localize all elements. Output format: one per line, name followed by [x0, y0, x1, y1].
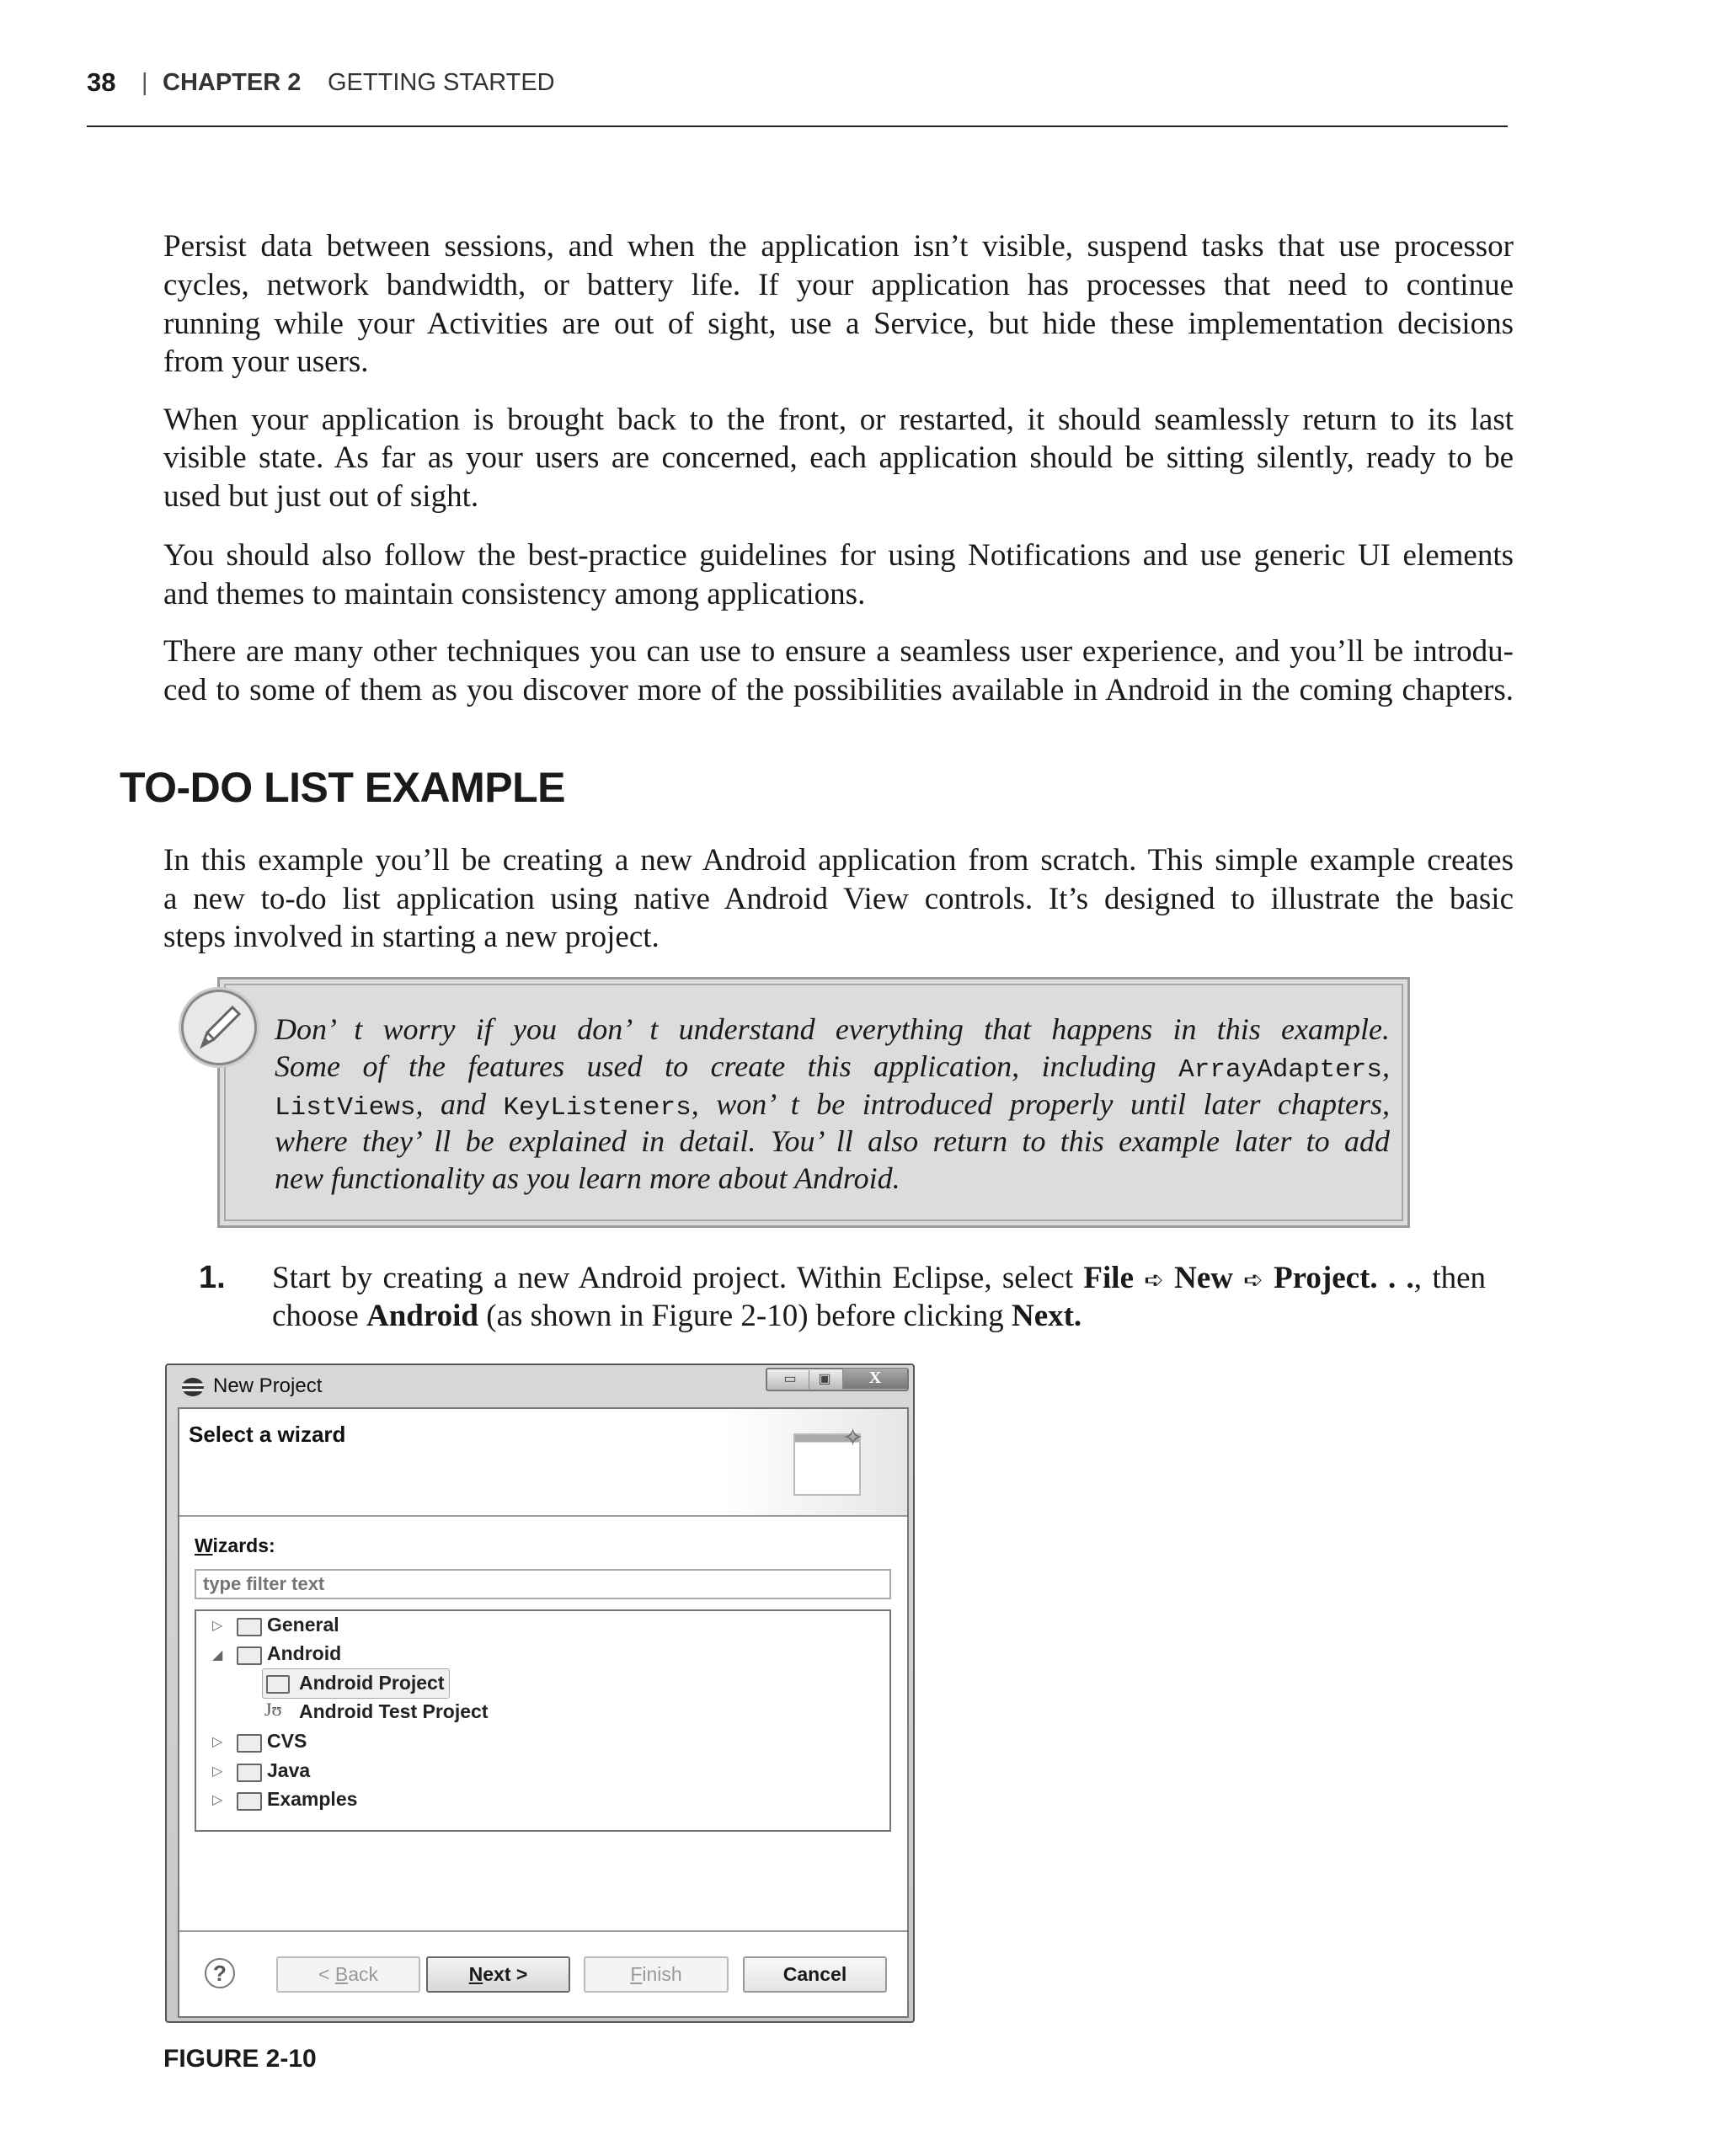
paragraph-line: Persist data between sessions, and when the application isn’t visible, suspend tasks that use processor: [163, 229, 1514, 264]
folder-icon: [237, 1618, 262, 1636]
note-text: ,: [1382, 1049, 1390, 1083]
button-text: ext >: [483, 1963, 528, 1985]
step-text: choose: [272, 1299, 366, 1333]
note-line: where they’ ll be explained in detail. You’ ll also return to this example later to add: [275, 1124, 1390, 1158]
page-number: 38: [87, 67, 116, 97]
button-text: <: [318, 1963, 335, 1985]
help-icon[interactable]: ?: [205, 1958, 235, 1988]
note-line: [275, 1048, 1390, 1085]
code-listviews: ListViews: [275, 1093, 416, 1123]
note-line: Don’ t worry if you don’ t understand everything that happens in this example.: [275, 1012, 1390, 1046]
step-text: , then: [1413, 1261, 1487, 1295]
mnemonic: F: [630, 1963, 643, 1985]
paragraph-line: In this example you’ll be creating a new Android application from scratch. This simple example creates: [163, 843, 1514, 878]
paragraph-line: ced to some of them as you discover more of the possibilities available in Android in the coming chapters.: [163, 673, 1514, 707]
button-text: inish: [642, 1963, 682, 1985]
expand-icon[interactable]: ▷: [212, 1764, 223, 1779]
folder-icon: [237, 1734, 262, 1753]
arrow-icon: ➪: [1144, 1266, 1164, 1294]
chapter-label: CHAPTER 2: [163, 69, 302, 96]
note-text: , won’ t be introduced properly until later chapters,: [691, 1087, 1390, 1121]
note-text: Some of the features used to create this application, including: [275, 1049, 1179, 1083]
note-line: new functionality as you learn more about Android.: [275, 1161, 900, 1195]
close-icon[interactable]: X: [842, 1369, 907, 1389]
mnemonic: W: [195, 1534, 213, 1556]
android-project-icon: [266, 1675, 290, 1694]
tree-item-general[interactable]: General: [267, 1614, 339, 1636]
header-separator: |: [142, 69, 148, 96]
cancel-button[interactable]: Cancel: [743, 1956, 887, 1993]
arrow-icon: ➪: [1243, 1266, 1263, 1294]
step-line: [272, 1259, 1486, 1298]
wizard-header-title: Select a wizard: [189, 1422, 346, 1447]
eclipse-icon: [182, 1378, 204, 1396]
code-arrayadapters: ArrayAdapters: [1178, 1055, 1382, 1085]
minimize-icon[interactable]: ▭: [783, 1372, 797, 1386]
tree-item-examples[interactable]: Examples: [267, 1788, 358, 1810]
paragraph-line: from your users.: [163, 344, 369, 379]
dialog-title: New Project: [213, 1374, 323, 1397]
tree-item-android[interactable]: Android: [267, 1642, 342, 1664]
expand-icon[interactable]: ▷: [212, 1793, 223, 1807]
paragraph-line: steps involved in starting a new project.: [163, 920, 660, 954]
paragraph-line: cycles, network bandwidth, or battery life. If your application has processes that need to continue: [163, 268, 1514, 302]
footer-separator-line: [179, 1930, 907, 1932]
label-text: izards:: [212, 1534, 275, 1556]
next-term: Next.: [1011, 1299, 1082, 1333]
paragraph-line: There are many other techniques you can use to ensure a seamless user experience, and you’ll be introdu-: [163, 634, 1514, 669]
paragraph-line: a new to-do list application using native Android View controls. It’s designed to illustrate the basic: [163, 882, 1514, 916]
folder-icon: [237, 1646, 262, 1665]
paragraph-line: visible state. As far as your users are concerned, each application should be sitting silently, ready to be: [163, 440, 1514, 475]
menu-project: Project. . .: [1274, 1261, 1414, 1295]
wizards-label: [195, 1534, 275, 1557]
finish-button[interactable]: [584, 1956, 729, 1993]
tree-item-android-project[interactable]: Android Project: [299, 1672, 445, 1694]
filter-input[interactable]: [195, 1569, 891, 1599]
mnemonic: N: [468, 1963, 483, 1985]
note-text: , and: [415, 1087, 504, 1121]
tree-item-cvs[interactable]: CVS: [267, 1730, 307, 1752]
mnemonic: B: [334, 1963, 349, 1985]
step-line: [272, 1297, 1486, 1336]
header-separator-line: [179, 1515, 907, 1517]
step-text: Start by creating a new Android project. Within Eclipse, select: [272, 1261, 1084, 1295]
step-text: (as shown in Figure 2-10) before clicking: [478, 1299, 1012, 1333]
figure-caption: FIGURE 2-10: [163, 2045, 317, 2073]
button-text: ack: [348, 1963, 378, 1985]
next-button[interactable]: [426, 1956, 570, 1993]
note-line: [275, 1086, 1390, 1123]
expand-icon[interactable]: ▷: [212, 1619, 223, 1633]
code-keylisteners: KeyListeners: [503, 1093, 692, 1123]
chapter-title: GETTING STARTED: [328, 69, 555, 96]
expand-icon[interactable]: ▷: [212, 1735, 223, 1749]
collapse-icon[interactable]: ◢: [212, 1648, 223, 1662]
section-heading: TO-DO LIST EXAMPLE: [120, 764, 565, 811]
paragraph-line: and themes to maintain consistency among applications.: [163, 577, 866, 611]
paragraph-line: When your application is brought back to the front, or restarted, it should seamlessly return to its last: [163, 403, 1514, 437]
android-term: Android: [366, 1299, 478, 1333]
menu-file: File: [1083, 1261, 1134, 1295]
sparkle-icon: ✧: [842, 1424, 864, 1452]
menu-new: New: [1174, 1261, 1233, 1295]
junit-icon: Jʊ: [264, 1699, 282, 1720]
maximize-icon[interactable]: ▣: [809, 1370, 840, 1389]
folder-icon: [237, 1764, 262, 1782]
tree-item-android-test-project[interactable]: Android Test Project: [299, 1700, 489, 1722]
paragraph-line: used but just out of sight.: [163, 479, 479, 514]
back-button[interactable]: [276, 1956, 420, 1993]
paragraph-line: You should also follow the best-practice guidelines for using Notifications and use generic UI elements: [163, 538, 1514, 573]
pencil-icon: [181, 990, 257, 1065]
step-number: 1.: [199, 1260, 226, 1295]
folder-icon: [237, 1792, 262, 1811]
paragraph-line: running while your Activities are out of sight, use a Service, but hide these implementation decisions: [163, 307, 1514, 341]
tree-item-java[interactable]: Java: [267, 1759, 311, 1781]
header-rule: [87, 125, 1508, 127]
